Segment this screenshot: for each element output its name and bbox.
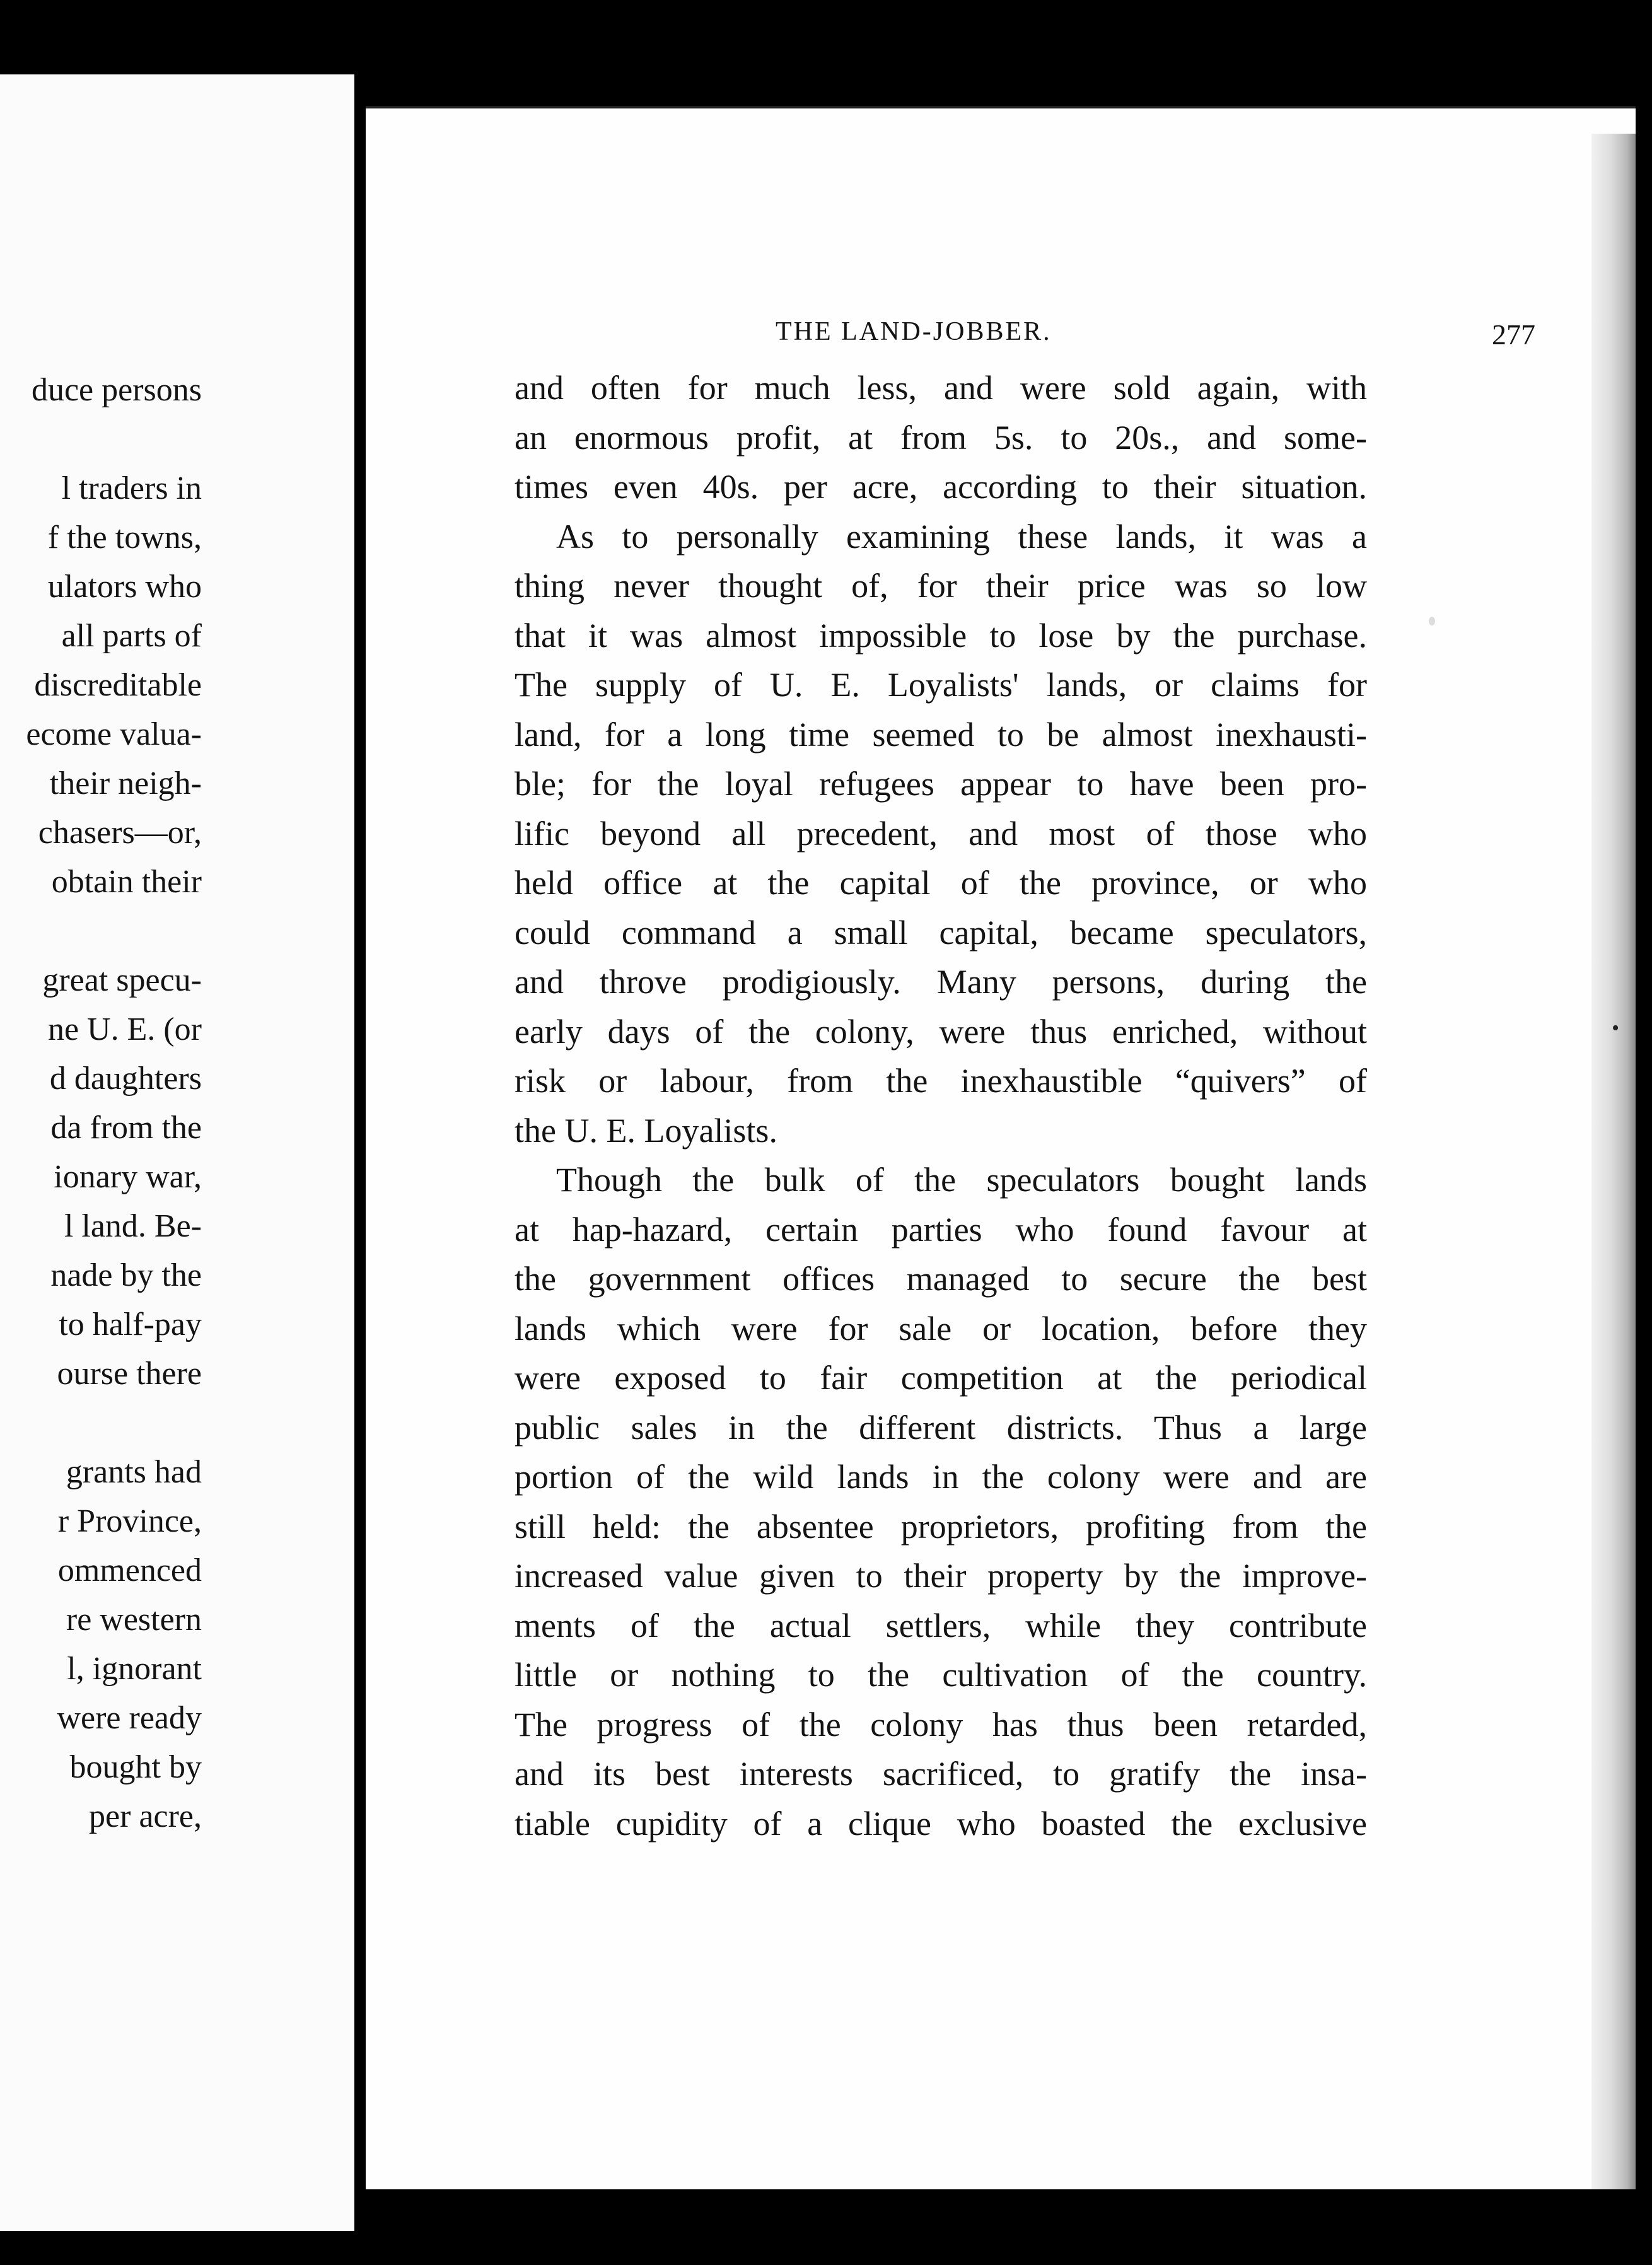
text-line: held office at the capital of the province, or who — [515, 864, 1367, 902]
text-line: the U. E. Loyalists. — [515, 1111, 777, 1150]
text-line: that it was almost impossible to lose by the purchase. — [515, 616, 1367, 655]
left-line: great specu- — [42, 962, 202, 998]
text-line: were exposed to fair competition at the periodical — [515, 1359, 1367, 1397]
text-line: The supply of U. E. Loyalists' lands, or claims for — [515, 666, 1367, 704]
page-number: 277 — [1492, 318, 1535, 351]
left-line: chasers—or, — [38, 815, 202, 851]
text-line: Though the bulk of the speculators bought lands — [556, 1161, 1367, 1199]
speck — [1429, 617, 1435, 626]
text-line: public sales in the different districts. Thus a large — [515, 1408, 1367, 1447]
text-line: could command a small capital, became speculators, — [515, 913, 1367, 952]
left-line — [26, 415, 202, 464]
left-line: re western — [66, 1602, 202, 1638]
text-line: the government offices managed to secure the best — [515, 1260, 1367, 1298]
left-line: to half-pay — [59, 1307, 202, 1342]
text-line: and throve prodigiously. Many persons, during the — [515, 963, 1367, 1001]
text-line: an enormous profit, at from 5s. to 20s., and some- — [515, 418, 1367, 457]
left-line: all parts of — [61, 618, 202, 654]
left-line: nade by the — [50, 1257, 202, 1293]
left-line — [26, 907, 202, 956]
left-line: ne U. E. (or — [47, 1011, 202, 1047]
text-line: risk or labour, from the inexhaustible “quivers” of — [515, 1062, 1367, 1100]
left-line: obtain their — [51, 864, 202, 900]
left-line: f the towns, — [47, 520, 202, 556]
left-line: ulators who — [47, 569, 202, 605]
left-line: ourse there — [57, 1356, 202, 1392]
left-line: r Province, — [57, 1503, 202, 1539]
text-line: land, for a long time seemed to be almost inexhausti- — [515, 715, 1367, 754]
left-line: bought by — [69, 1749, 202, 1785]
left-line: l land. Be- — [64, 1208, 202, 1244]
running-head — [776, 317, 1595, 361]
text-line: and its best interests sacrificed, to gratify the insa- — [515, 1755, 1367, 1793]
text-line: tiable cupidity of a clique who boasted the exclusive — [515, 1804, 1367, 1843]
right-page — [366, 106, 1636, 2189]
body-text — [515, 363, 1367, 1848]
left-line — [26, 1399, 202, 1448]
text-line: lific beyond all precedent, and most of those who — [515, 814, 1367, 853]
left-line: their neigh- — [49, 766, 202, 801]
left-line: ommenced — [57, 1552, 202, 1588]
text-line: The progress of the colony has thus been retarded, — [515, 1705, 1367, 1744]
left-line: discreditable — [34, 667, 202, 703]
text-line: lands which were for sale or location, before they — [515, 1309, 1367, 1348]
text-line: As to personally examining these lands, it was a — [556, 517, 1367, 556]
text-line: portion of the wild lands in the colony were and are — [515, 1458, 1367, 1496]
text-line: at hap-hazard, certain parties who found favour at — [515, 1210, 1367, 1249]
text-line: ments of the actual settlers, while they contribute — [515, 1606, 1367, 1645]
left-line: ionary war, — [54, 1159, 202, 1195]
text-line: thing never thought of, for their price was so low — [515, 567, 1367, 605]
left-line: per acre, — [89, 1798, 202, 1834]
left-line: l, ignorant — [67, 1651, 202, 1687]
running-title: THE LAND-JOBBER. — [776, 317, 1052, 346]
left-line: were ready — [57, 1700, 202, 1736]
page-edge — [1591, 134, 1636, 2189]
left-line: da from the — [50, 1110, 202, 1146]
text-line: times even 40s. per acre, according to their situation. — [515, 468, 1367, 506]
left-page — [0, 74, 354, 2231]
text-line: increased value given to their property by the improve- — [515, 1557, 1367, 1595]
text-line: early days of the colony, were thus enriched, without — [515, 1012, 1367, 1051]
left-page-text — [26, 366, 202, 1841]
left-line: d daughters — [49, 1061, 202, 1097]
edge-mark: • — [1612, 1016, 1619, 1040]
text-line: ble; for the loyal refugees appear to have been pro- — [515, 765, 1367, 803]
left-line: grants had — [66, 1454, 202, 1490]
text-line: still held: the absentee proprietors, profiting from the — [515, 1507, 1367, 1546]
text-line: little or nothing to the cultivation of the country. — [515, 1656, 1367, 1694]
left-line: l traders in — [61, 470, 202, 506]
left-line: duce persons — [31, 372, 202, 408]
left-line: ecome valua- — [26, 716, 202, 752]
text-line: and often for much less, and were sold again, with — [515, 369, 1367, 407]
